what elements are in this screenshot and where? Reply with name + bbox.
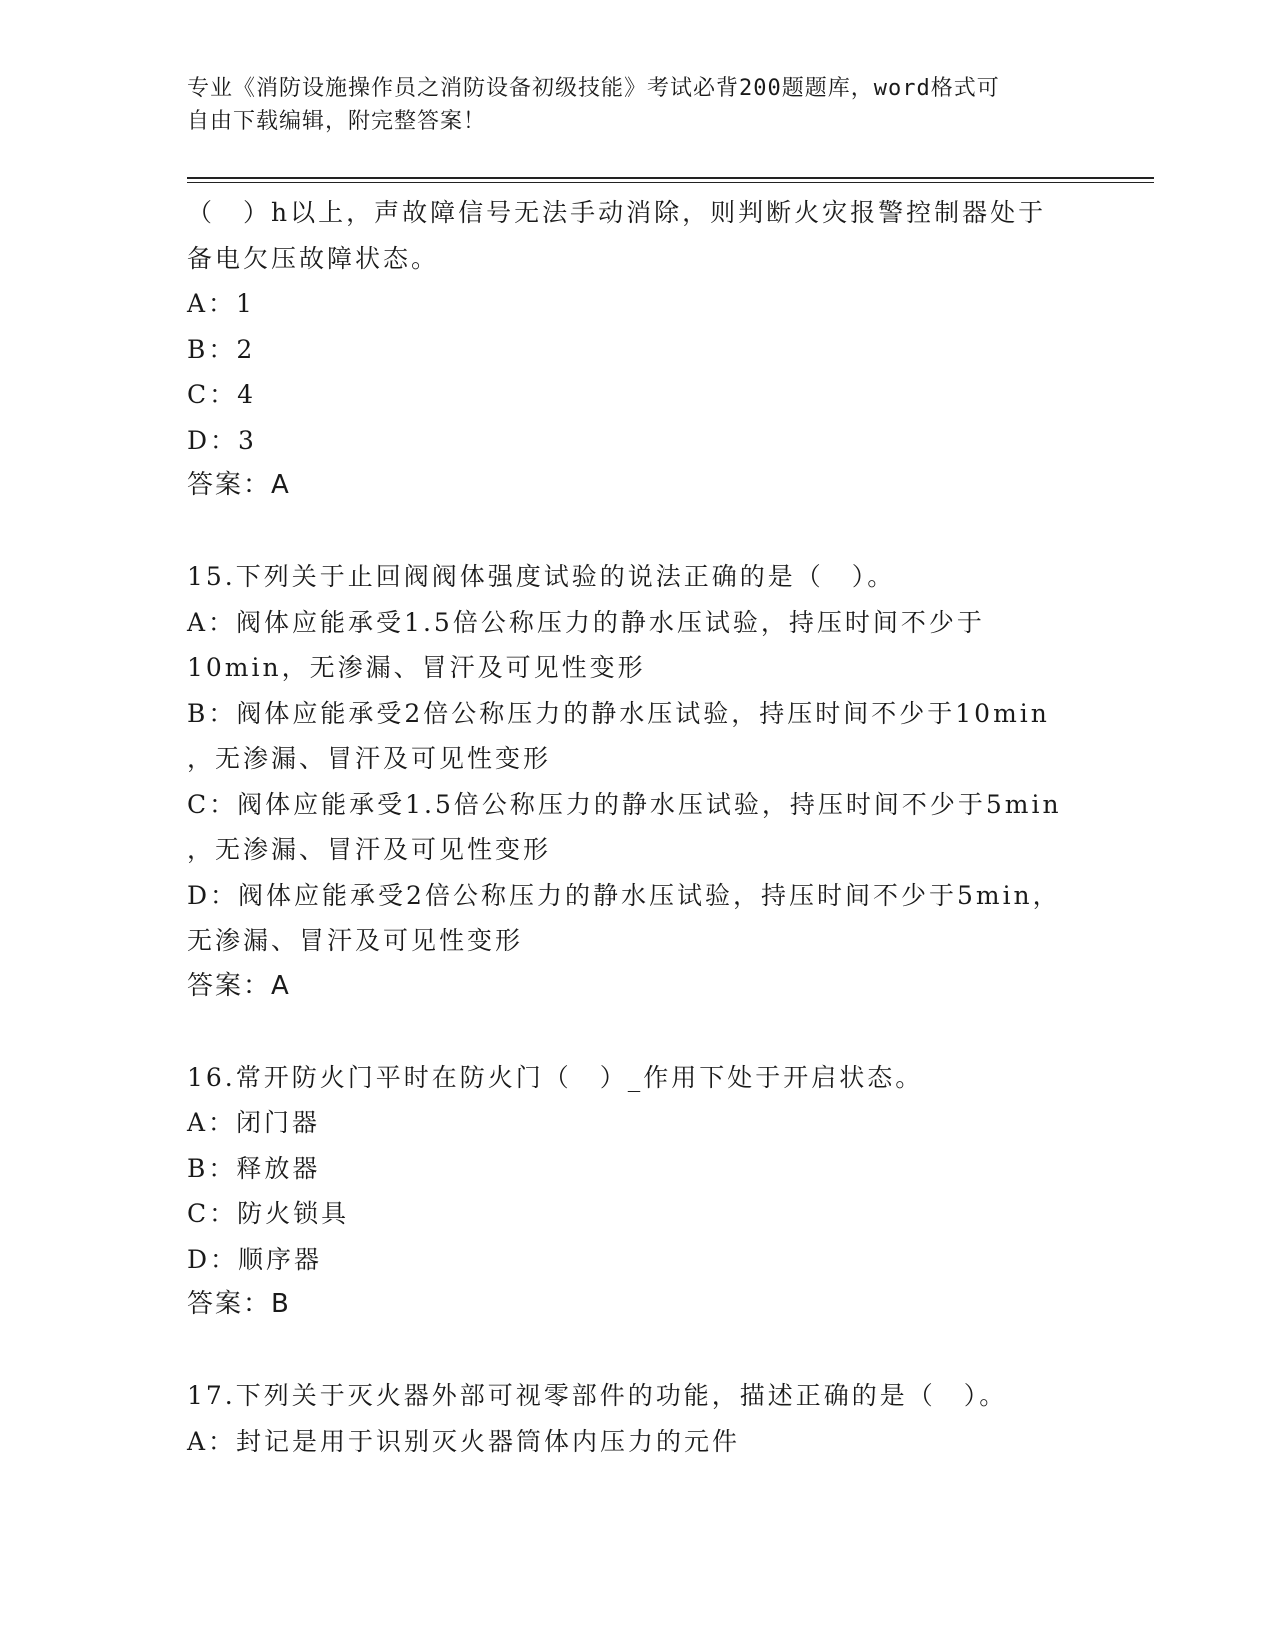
option-c: C：4	[187, 380, 257, 409]
option-b: B：释放器	[187, 1153, 321, 1183]
header-line-1: 专业《消防设施操作员之消防设备初级技能》考试必背200题题库，word格式可	[187, 76, 1000, 101]
question-stem: 16.常开防火门平时在防火门（ ）_作用下处于开启状态。	[187, 1062, 924, 1092]
header-rule-thin	[187, 182, 1154, 183]
option-d: D：3	[187, 425, 257, 455]
question-stem-continued: 备电欠压故障状态。	[187, 243, 440, 273]
option-c: C：阀体应能承受1.5倍公称压力的静水压试验，持压时间不少于5min	[187, 789, 1062, 819]
spacer	[187, 508, 1087, 554]
document-header	[187, 72, 1087, 138]
question-16	[187, 1055, 1087, 1328]
answer: 答案：A	[187, 970, 291, 1001]
question-17	[187, 1373, 1087, 1464]
header-rule-thick	[187, 177, 1154, 179]
option-b-continued: ，无渗漏、冒汗及可见性变形	[187, 744, 552, 773]
spacer	[187, 1327, 1087, 1373]
option-b: B：2	[187, 334, 256, 364]
option-d: D：顺序器	[187, 1244, 323, 1274]
question-15	[187, 554, 1087, 1009]
option-a: A：封记是用于识别灭火器筒体内压力的元件	[187, 1426, 741, 1456]
option-a: A：阀体应能承受1.5倍公称压力的静水压试验，持压时间不少于	[187, 607, 985, 637]
option-b: B：阀体应能承受2倍公称压力的静水压试验，持压时间不少于10min	[187, 698, 1050, 728]
spacer	[187, 1009, 1087, 1055]
option-d: D：阀体应能承受2倍公称压力的静水压试验，持压时间不少于5min，	[187, 880, 1061, 910]
option-a-continued: 10min，无渗漏、冒汗及可见性变形	[187, 653, 646, 682]
option-c-continued: ，无渗漏、冒汗及可见性变形	[187, 835, 552, 864]
option-d-continued: 无渗漏、冒汗及可见性变形	[187, 926, 524, 955]
question-stem: 15.下列关于止回阀阀体强度试验的说法正确的是（ ）。	[187, 562, 896, 591]
option-c: C：防火锁具	[187, 1199, 350, 1228]
question-stem: （ ）h以上，声故障信号无法手动消除，则判断火灾报警控制器处于	[187, 198, 1047, 227]
option-a: A：闭门器	[187, 1108, 321, 1137]
answer: 答案：A	[187, 470, 291, 500]
question-14	[187, 190, 1087, 508]
question-stem: 17.下列关于灭火器外部可视零部件的功能，描述正确的是（ ）。	[187, 1381, 1008, 1410]
header-line-2: 自由下载编辑，附完整答案！	[187, 109, 487, 134]
option-a: A：1	[187, 289, 255, 318]
answer: 答案：B	[187, 1289, 291, 1319]
question-list	[187, 190, 1087, 1464]
